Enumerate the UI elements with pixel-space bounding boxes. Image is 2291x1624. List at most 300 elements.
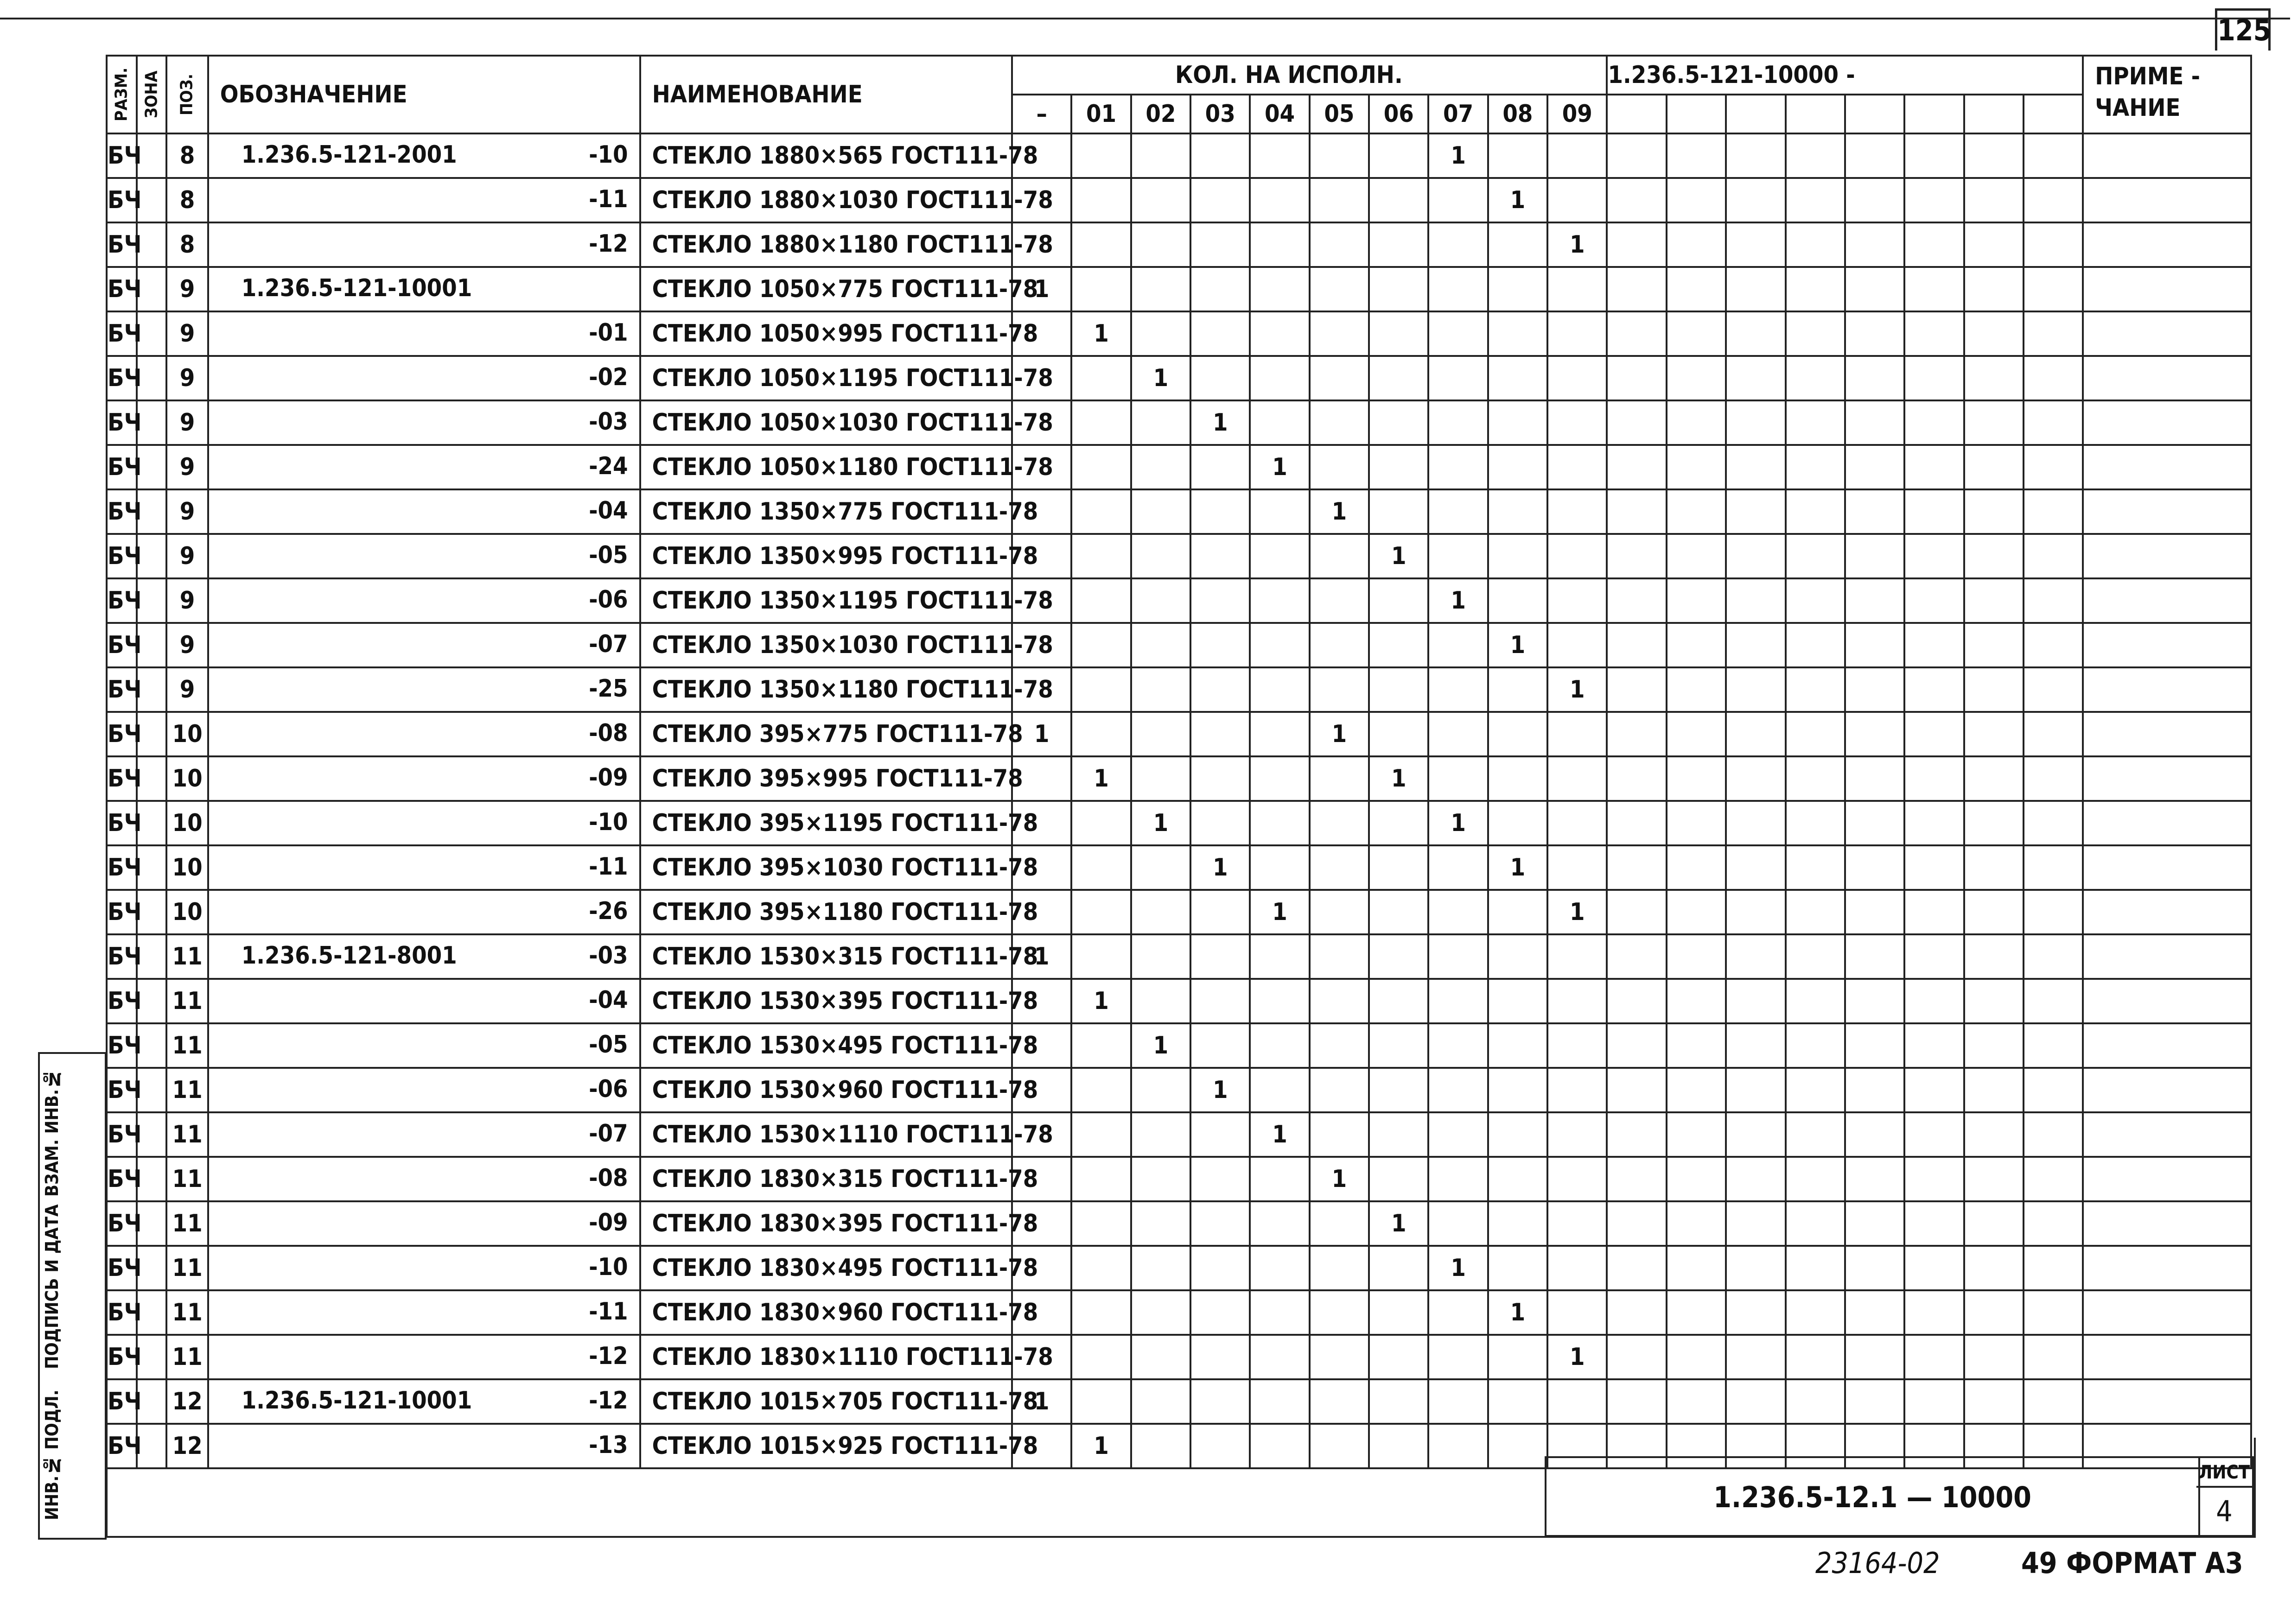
qty-cell: 1 (1012, 1379, 1071, 1424)
qty-cell (1190, 445, 1250, 489)
designation-suffix: -09 (589, 1209, 628, 1237)
blank-cell (1786, 1068, 1845, 1112)
blank-cell (1904, 311, 1964, 356)
qty-cell: 1 (1488, 623, 1547, 667)
qty-cell (1071, 222, 1131, 267)
qty-cell (1369, 1246, 1428, 1290)
blank-cell (1964, 845, 2024, 890)
blank-cell (1607, 623, 1666, 667)
qty-cell (1488, 1201, 1547, 1246)
qty-cell (1369, 1290, 1428, 1335)
blank-cell (1786, 1023, 1845, 1068)
designation-cell (208, 1157, 640, 1201)
qty-cell (1071, 1290, 1131, 1335)
qty-cell: 1 (1547, 1335, 1607, 1379)
name-cell: СТЕКЛО 1830×495 ГОСТ111-78 (640, 1246, 1012, 1290)
blank-cell (1964, 1068, 2024, 1112)
position-cell: 9 (166, 667, 208, 712)
qty-cell (1428, 445, 1488, 489)
qty-cell (1428, 311, 1488, 356)
blank-cell (2024, 267, 2083, 311)
qty-cell (1310, 534, 1369, 578)
designation-suffix: -11 (589, 853, 628, 881)
blank-cell (1904, 979, 1964, 1023)
qty-cell: 1 (1547, 890, 1607, 934)
name-cell: СТЕКЛО 1350×1195 ГОСТ111-78 (640, 578, 1012, 623)
qty-cell (1369, 1157, 1428, 1201)
blank-cell (1845, 1246, 1904, 1290)
qty-cell (1369, 1379, 1428, 1424)
note-cell (2083, 311, 2251, 356)
table-row (107, 445, 2251, 489)
blank-cell (1904, 756, 1964, 801)
name-cell: СТЕКЛО 1050×1030 ГОСТ111-78 (640, 400, 1012, 445)
qty-cell: 1 (1012, 712, 1071, 756)
qty-cell (1071, 1201, 1131, 1246)
note-cell (2083, 1112, 2251, 1157)
blank-cell (1607, 445, 1666, 489)
qty-cell (1190, 1157, 1250, 1201)
position-cell: 9 (166, 489, 208, 534)
designation-cell (208, 1379, 640, 1424)
blank-header-cell (2024, 95, 2083, 133)
blank-header-cell (1904, 95, 1964, 133)
qty-cell: 1 (1190, 845, 1250, 890)
qty-cell (1190, 178, 1250, 222)
qty-cell (1369, 1023, 1428, 1068)
name-cell: СТЕКЛО 1350×775 ГОСТ111-78 (640, 489, 1012, 534)
blank-cell (1964, 356, 2024, 400)
position-cell: 11 (166, 979, 208, 1023)
qty-cell: 1 (1250, 890, 1309, 934)
qty-cell (1250, 1246, 1309, 1290)
qty-cell (1250, 623, 1309, 667)
position-cell: 11 (166, 1068, 208, 1112)
blank-cell (1667, 801, 1726, 845)
qty-cell (1488, 801, 1547, 845)
note-cell (2083, 712, 2251, 756)
qty-cell: 1 (1310, 1157, 1369, 1201)
qty-cell: 1 (1012, 267, 1071, 311)
blank-cell (1786, 890, 1845, 934)
blank-cell (1904, 1157, 1964, 1201)
position-cell: 9 (166, 534, 208, 578)
name-cell: СТЕКЛО 1350×995 ГОСТ111-78 (640, 534, 1012, 578)
qty-cell (1131, 1201, 1190, 1246)
designation-cell (208, 267, 640, 311)
note-cell (2083, 756, 2251, 801)
blank-cell (1904, 667, 1964, 712)
blank-cell (1786, 1246, 1845, 1290)
blank-cell (2024, 979, 2083, 1023)
designation-suffix: -10 (589, 808, 628, 836)
format-cell: БЧ (107, 890, 137, 934)
note-cell (2083, 133, 2251, 178)
qty-cell (1071, 890, 1131, 934)
format-cell: БЧ (107, 267, 137, 311)
table-row (107, 1023, 2251, 1068)
qty-cell (1190, 1335, 1250, 1379)
blank-cell (1845, 845, 1904, 890)
designation-cell (208, 979, 640, 1023)
note-cell (2083, 1201, 2251, 1246)
blank-cell (1726, 756, 1785, 801)
table-row (107, 934, 2251, 979)
qty-cell (1369, 578, 1428, 623)
qty-cell (1428, 356, 1488, 400)
header-qty: КОЛ. НА ИСПОЛН. (1012, 56, 1607, 95)
designation-suffix: -24 (589, 452, 628, 480)
designation-suffix: -03 (589, 408, 628, 436)
designation-suffix: -04 (589, 986, 628, 1014)
blank-cell (1667, 445, 1726, 489)
blank-cell (2024, 623, 2083, 667)
position-cell: 9 (166, 267, 208, 311)
header-name: НАИМЕНОВАНИЕ (640, 56, 1012, 133)
qty-cell (1071, 445, 1131, 489)
qty-cell (1488, 979, 1547, 1023)
qty-cell (1071, 1068, 1131, 1112)
qty-cell (1131, 534, 1190, 578)
designation-cell (208, 801, 640, 845)
qty-cell (1250, 1023, 1309, 1068)
blank-cell (1667, 756, 1726, 801)
designation-cell (208, 1335, 640, 1379)
qty-cell (1488, 222, 1547, 267)
blank-cell (1904, 178, 1964, 222)
side-label-inv: ИНВ.№ ПОДЛ. (42, 1389, 62, 1520)
qty-cell (1488, 578, 1547, 623)
blank-cell (1845, 890, 1904, 934)
position-cell: 10 (166, 756, 208, 801)
blank-cell (1667, 1157, 1726, 1201)
blank-cell (1845, 801, 1904, 845)
format-cell: БЧ (107, 311, 137, 356)
note-cell (2083, 222, 2251, 267)
designation-cell (208, 133, 640, 178)
qty-cell (1250, 1379, 1309, 1424)
name-cell: СТЕКЛО 1830×315 ГОСТ111-78 (640, 1157, 1012, 1201)
note-cell (2083, 489, 2251, 534)
blank-cell (2024, 845, 2083, 890)
qty-cell (1369, 1335, 1428, 1379)
qty-cell (1488, 400, 1547, 445)
qty-cell (1547, 400, 1607, 445)
qty-cell (1250, 934, 1309, 979)
position-cell: 11 (166, 1246, 208, 1290)
blank-cell (1845, 133, 1904, 178)
qty-cell (1310, 934, 1369, 979)
qty-cell (1428, 400, 1488, 445)
side-stamp-column (38, 1052, 107, 1540)
position-cell: 10 (166, 801, 208, 845)
blank-cell (1964, 756, 2024, 801)
blank-cell (1667, 623, 1726, 667)
qty-cell (1250, 756, 1309, 801)
blank-cell (1786, 979, 1845, 1023)
designation-cell (208, 1201, 640, 1246)
designation-suffix: -25 (589, 675, 628, 703)
format-cell: БЧ (107, 1112, 137, 1157)
format-cell: БЧ (107, 400, 137, 445)
qty-cell (1131, 1290, 1190, 1335)
qty-cell (1250, 845, 1309, 890)
qty-cell (1428, 1023, 1488, 1068)
blank-header-cell (1607, 95, 1666, 133)
name-cell: СТЕКЛО 1880×1030 ГОСТ111-78 (640, 178, 1012, 222)
name-cell: СТЕКЛО 395×1180 ГОСТ111-78 (640, 890, 1012, 934)
qty-cell (1071, 356, 1131, 400)
qty-cell (1131, 1068, 1190, 1112)
note-cell (2083, 178, 2251, 222)
blank-cell (2024, 222, 2083, 267)
variant-header-cell: 02 (1131, 95, 1190, 133)
qty-cell (1250, 489, 1309, 534)
variant-header-cell: 07 (1428, 95, 1488, 133)
qty-cell (1488, 356, 1547, 400)
position-cell: 9 (166, 445, 208, 489)
format-cell: БЧ (107, 534, 137, 578)
qty-cell (1428, 489, 1488, 534)
qty-cell (1310, 979, 1369, 1023)
qty-cell: 1 (1547, 667, 1607, 712)
position-cell: 11 (166, 934, 208, 979)
qty-cell (1131, 222, 1190, 267)
qty-cell (1250, 1201, 1309, 1246)
blank-cell (1786, 356, 1845, 400)
name-cell: СТЕКЛО 395×1030 ГОСТ111-78 (640, 845, 1012, 890)
qty-cell (1428, 623, 1488, 667)
blank-cell (1904, 400, 1964, 445)
blank-cell (1904, 1379, 1964, 1424)
designation-suffix: -12 (589, 1342, 628, 1370)
qty-cell: 1 (1428, 801, 1488, 845)
blank-cell (1964, 1112, 2024, 1157)
specification-table (106, 55, 2252, 1469)
designation-suffix: -08 (589, 719, 628, 747)
qty-cell (1310, 356, 1369, 400)
blank-cell (1607, 801, 1666, 845)
blank-cell (1607, 1023, 1666, 1068)
blank-cell (1786, 578, 1845, 623)
sheet-label: ЛИСТ (2196, 1462, 2252, 1488)
qty-cell (1488, 489, 1547, 534)
qty-cell (1310, 267, 1369, 311)
qty-cell (1369, 667, 1428, 712)
qty-cell (1428, 1068, 1488, 1112)
qty-cell (1131, 1379, 1190, 1424)
name-cell: СТЕКЛО 1830×1110 ГОСТ111-78 (640, 1335, 1012, 1379)
note-cell (2083, 1157, 2251, 1201)
blank-cell (1607, 578, 1666, 623)
position-cell: 12 (166, 1424, 208, 1468)
qty-cell (1250, 1157, 1309, 1201)
table-row (107, 267, 2251, 311)
qty-cell (1131, 1335, 1190, 1379)
qty-cell (1190, 267, 1250, 311)
qty-cell: 1 (1369, 756, 1428, 801)
header-poz: ПОЗ. (166, 56, 208, 133)
blank-cell (1904, 1335, 1964, 1379)
qty-cell (1310, 445, 1369, 489)
qty-cell: 1 (1310, 489, 1369, 534)
blank-cell (1786, 133, 1845, 178)
blank-cell (1964, 445, 2024, 489)
name-cell: СТЕКЛО 1530×1110 ГОСТ111-78 (640, 1112, 1012, 1157)
blank-cell (1726, 890, 1785, 934)
format-label: 49 ФОРМАТ А3 (2021, 1546, 2243, 1580)
table-row (107, 178, 2251, 222)
position-cell: 11 (166, 1157, 208, 1201)
qty-cell: 1 (1190, 400, 1250, 445)
designation-suffix: -05 (589, 541, 628, 569)
qty-cell (1190, 979, 1250, 1023)
blank-cell (1786, 623, 1845, 667)
designation-suffix: -04 (589, 497, 628, 525)
blank-cell (1845, 578, 1904, 623)
qty-cell (1071, 845, 1131, 890)
qty-cell (1190, 1290, 1250, 1335)
designation-cell (208, 400, 640, 445)
name-cell: СТЕКЛО 1350×1180 ГОСТ111-78 (640, 667, 1012, 712)
name-cell: СТЕКЛО 1530×960 ГОСТ111-78 (640, 1068, 1012, 1112)
blank-cell (1726, 1201, 1785, 1246)
designation-cell (208, 890, 640, 934)
qty-cell (1310, 1112, 1369, 1157)
blank-cell (1786, 445, 1845, 489)
blank-cell (1607, 267, 1666, 311)
note-cell (2083, 979, 2251, 1023)
qty-cell (1369, 489, 1428, 534)
qty-cell (1071, 1335, 1131, 1379)
designation-cell (208, 756, 640, 801)
blank-cell (1964, 178, 2024, 222)
blank-cell (1845, 222, 1904, 267)
blank-cell (2024, 801, 2083, 845)
position-cell: 11 (166, 1023, 208, 1068)
header-designation: ОБОЗНАЧЕНИЕ (208, 56, 640, 133)
designation-suffix: -26 (589, 897, 628, 925)
blank-cell (1845, 267, 1904, 311)
blank-cell (1964, 578, 2024, 623)
blank-cell (1607, 489, 1666, 534)
format-cell: БЧ (107, 578, 137, 623)
blank-cell (1786, 845, 1845, 890)
qty-cell (1250, 801, 1309, 845)
blank-header-cell (1726, 95, 1785, 133)
name-cell: СТЕКЛО 1050×775 ГОСТ111-78 (640, 267, 1012, 311)
designation-suffix: -02 (589, 363, 628, 391)
name-cell: СТЕКЛО 1830×960 ГОСТ111-78 (640, 1290, 1012, 1335)
format-cell: БЧ (107, 178, 137, 222)
qty-cell: 1 (1488, 845, 1547, 890)
blank-cell (1726, 667, 1785, 712)
blank-cell (1845, 667, 1904, 712)
blank-cell (1964, 1157, 2024, 1201)
name-cell: СТЕКЛО 1880×1180 ГОСТ111-78 (640, 222, 1012, 267)
qty-cell (1547, 267, 1607, 311)
qty-cell (1310, 623, 1369, 667)
qty-cell: 1 (1012, 934, 1071, 979)
designation-suffix: -06 (589, 586, 628, 614)
blank-cell (1607, 1290, 1666, 1335)
qty-cell (1190, 934, 1250, 979)
designation-suffix: -13 (589, 1431, 628, 1459)
side-label-replace: ВЗАМ. ИНВ.№ (42, 1069, 62, 1197)
blank-cell (1607, 178, 1666, 222)
blank-cell (1667, 979, 1726, 1023)
blank-cell (1904, 845, 1964, 890)
qty-cell (1547, 1157, 1607, 1201)
qty-cell (1131, 623, 1190, 667)
format-cell: БЧ (107, 1201, 137, 1246)
blank-cell (1845, 712, 1904, 756)
format-cell: БЧ (107, 1068, 137, 1112)
format-cell: БЧ (107, 445, 137, 489)
note-cell (2083, 1290, 2251, 1335)
designation-code: 1.236.5-121-8001 (241, 942, 457, 970)
blank-cell (1607, 1335, 1666, 1379)
blank-cell (1667, 1379, 1726, 1424)
qty-cell (1250, 667, 1309, 712)
note-cell (2083, 400, 2251, 445)
position-cell: 11 (166, 1112, 208, 1157)
blank-cell (2024, 934, 2083, 979)
note-cell (2083, 578, 2251, 623)
blank-cell (1726, 1290, 1785, 1335)
designation-suffix: -09 (589, 764, 628, 792)
blank-cell (1845, 178, 1904, 222)
blank-cell (1607, 712, 1666, 756)
blank-cell (2024, 489, 2083, 534)
variant-header-cell: 03 (1190, 95, 1250, 133)
blank-cell (2024, 400, 2083, 445)
qty-cell (1488, 712, 1547, 756)
qty-cell (1190, 222, 1250, 267)
qty-cell (1547, 979, 1607, 1023)
blank-cell (1904, 1112, 1964, 1157)
qty-cell: 1 (1250, 445, 1309, 489)
blank-cell (1845, 1201, 1904, 1246)
qty-cell (1369, 267, 1428, 311)
variant-header-cell: 04 (1250, 95, 1309, 133)
blank-cell (1845, 1023, 1904, 1068)
blank-cell (1845, 311, 1904, 356)
header-note: ПРИМЕ - ЧАНИЕ (2083, 56, 2251, 133)
qty-cell (1131, 667, 1190, 712)
blank-cell (1845, 1157, 1904, 1201)
qty-cell (1250, 133, 1309, 178)
qty-cell (1369, 311, 1428, 356)
qty-cell (1428, 178, 1488, 222)
blank-cell (1964, 1379, 2024, 1424)
qty-cell: 1 (1369, 1201, 1428, 1246)
blank-cell (1964, 1335, 2024, 1379)
note-cell (2083, 1023, 2251, 1068)
blank-cell (1667, 489, 1726, 534)
qty-cell (1488, 756, 1547, 801)
name-cell: СТЕКЛО 1880×565 ГОСТ111-78 (640, 133, 1012, 178)
qty-cell (1071, 1379, 1131, 1424)
blank-cell (1964, 712, 2024, 756)
blank-cell (1786, 667, 1845, 712)
blank-cell (1607, 1112, 1666, 1157)
blank-cell (1964, 222, 2024, 267)
blank-cell (2024, 178, 2083, 222)
qty-cell (1131, 756, 1190, 801)
qty-cell (1131, 445, 1190, 489)
qty-cell: 1 (1547, 222, 1607, 267)
